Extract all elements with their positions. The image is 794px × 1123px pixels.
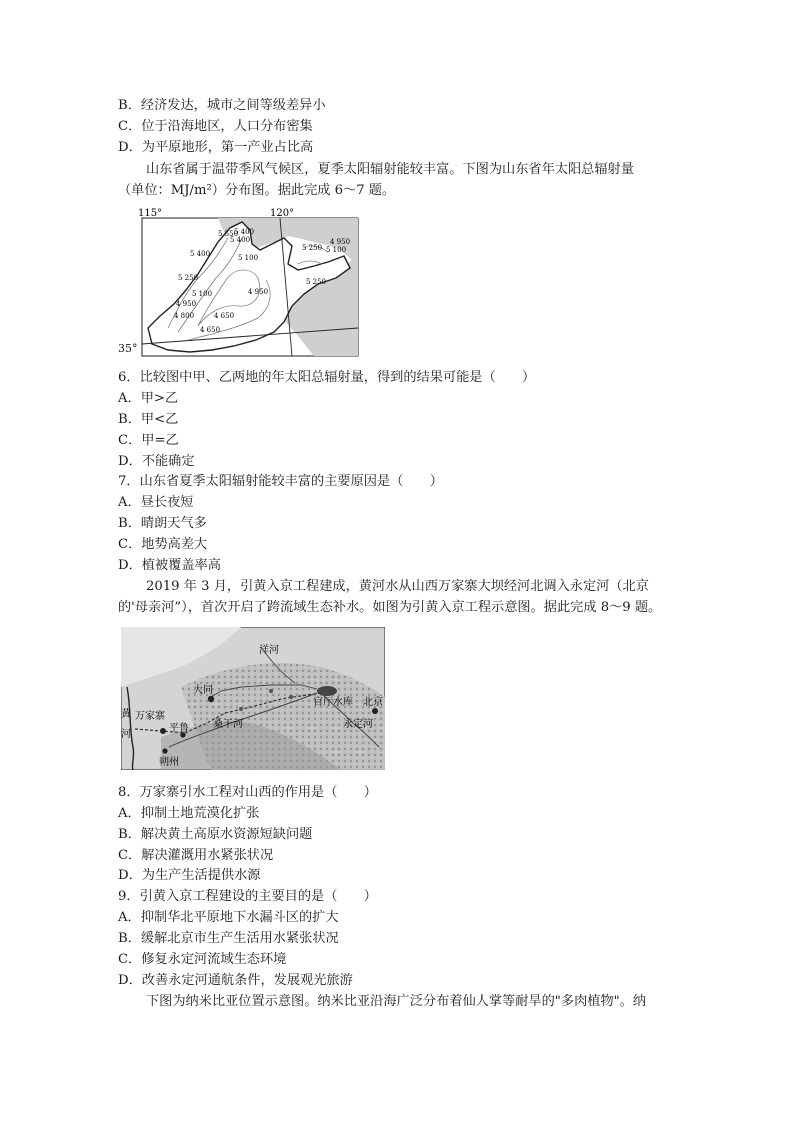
q7-stem: 7．山东省夏季太阳辐射能较丰富的主要原因是（ ） [118, 474, 443, 489]
q8-option-d: D．为生产生活提供水源 [118, 868, 261, 883]
q7-option-b: B．晴朗天气多 [118, 516, 207, 531]
passage-shandong-cont: （单位：MJ/m²）分布图。据此完成 6～7 题。 [118, 183, 396, 198]
contour-label: 5 100 [238, 254, 259, 262]
q8-option-c: C．解决灌溉用水紧张状况 [118, 848, 274, 863]
passage-yellow-river: 2019 年 3 月，引黄入京工程建成，黄河水从山西万家寨大坝经河北调入永定河（北京 [146, 579, 649, 594]
contour-label: 5 100 [326, 246, 347, 254]
contour-label: 5 400 [230, 236, 251, 244]
map-label-sangganhe: 桑干河 [213, 719, 243, 730]
map-label-wanjiazhai: 万家寨 [135, 711, 165, 722]
contour-label: 5 250 [302, 244, 323, 252]
q9-option-c: C．修复永定河流域生态环境 [118, 952, 287, 967]
contour-label: 5 550 [218, 230, 239, 238]
contour-label: 4 800 [174, 312, 195, 320]
q8-option-b: B．解决黄土高原水资源短缺问题 [118, 827, 313, 842]
passage-shandong: 山东省属于温带季风气候区，夏季太阳辐射能较丰富。下图为山东省年太阳总辐射量 [146, 162, 634, 177]
q6-option-a: A．甲>乙 [118, 391, 179, 406]
contour-label: 4 950 [176, 300, 197, 308]
map-label-datong: 大同 [193, 685, 213, 696]
q6-option-d: D．不能确定 [118, 454, 195, 469]
map-label-yanghe: 洋河 [259, 645, 279, 656]
contour-label: 4 950 [248, 288, 269, 296]
contour-label: 4 650 [214, 312, 235, 320]
yellow-river-to-beijing-map [121, 627, 385, 770]
option-c-prev: C．位于沿海地区，人口分布密集 [118, 119, 313, 134]
q8-option-a: A．抑制土地荒漠化扩张 [118, 806, 260, 821]
lat-label-35-outer: 35° [118, 342, 138, 355]
q9-option-a: A．抑制华北平原地下水漏斗区的扩大 [118, 910, 339, 925]
passage-yellow-river-cont: 的'母亲河”），首次开启了跨流域生态补水。如图为引黄入京工程示意图。据此完成 8～9 题。 [118, 600, 662, 615]
contour-label: 5 250 [306, 278, 327, 286]
map-label-pinglu: 平鲁 [169, 723, 189, 734]
passage-namibia: 下图为纳米比亚位置示意图。纳米比亚沿海广泛分布着仙人掌等耐旱的"多肉植物"。纳 [146, 994, 647, 1009]
contour-label: 5 250 [178, 274, 199, 282]
contour-label: 4 950 [330, 238, 351, 246]
map-label-shuozhou: 朔州 [159, 757, 179, 768]
contour-label: 4 650 [200, 326, 221, 334]
map-label-yongding: 永定河 [343, 719, 373, 730]
shandong-radiation-map [138, 208, 362, 360]
q6-option-c: C．甲=乙 [118, 433, 179, 448]
q7-option-c: C．地势高差大 [118, 537, 208, 552]
q6-option-b: B．甲<乙 [118, 412, 179, 427]
q7-option-a: A．昼长夜短 [118, 495, 194, 510]
q7-option-d: D．植被覆盖率高 [118, 558, 221, 573]
q9-option-b: B．缓解北京市生产生活用水紧张状况 [118, 931, 339, 946]
q6-stem: 6．比较图中甲、乙两地的年太阳总辐射量，得到的结果可能是（ ） [118, 370, 536, 385]
map-label-huang: 黄 [121, 709, 131, 720]
map-label-beijing: 北京 [363, 697, 383, 708]
q9-stem: 9．引黄入京工程建设的主要目的是（ ） [118, 889, 377, 904]
map-label-he: 河 [121, 729, 131, 740]
map-label-guanting: 官厅水库 [313, 697, 353, 708]
q8-stem: 8．万家寨引水工程对山西的作用是（ ） [118, 785, 377, 800]
lon-label-115: 115° [138, 208, 163, 219]
contour-label: 5 400 [234, 228, 255, 236]
contour-label: 5 100 [192, 290, 213, 298]
contour-label: 5 400 [190, 250, 211, 258]
q9-option-d: D．改善永定河通航条件，发展观光旅游 [118, 973, 353, 988]
option-d-prev: D．为平原地形，第一产业占比高 [118, 140, 314, 155]
option-b-prev: B．经济发达，城市之间等级差异小 [118, 98, 326, 113]
lon-label-120: 120° [270, 208, 295, 219]
